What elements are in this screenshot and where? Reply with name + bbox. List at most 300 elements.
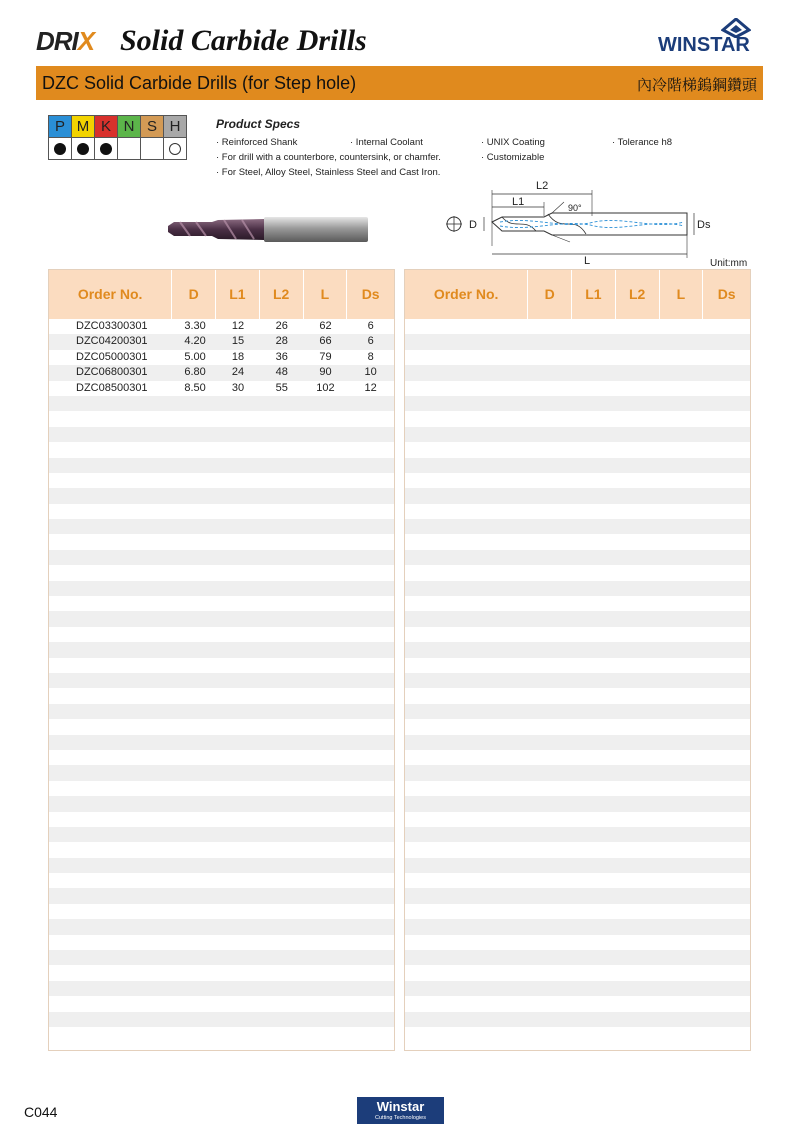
table-cell [703,658,750,673]
table-cell [49,396,172,411]
table-cell [703,750,750,765]
table-row [49,504,394,519]
table-cell: DZC03300301 [76,320,148,332]
table-cell [260,519,304,534]
table-cell [347,781,394,796]
table-cell [572,411,616,426]
table-cell [172,519,216,534]
table-cell [347,827,394,842]
table-cell [172,488,216,503]
table-cell [616,1027,660,1042]
table-cell [49,719,172,734]
table-cell [703,704,750,719]
spec-item: · Customizable [481,152,545,163]
iso-suitability-k [95,138,118,160]
table-cell [616,565,660,580]
table-cell [49,442,172,457]
table-row [49,919,394,934]
table-cell [49,704,172,719]
table-cell [703,396,750,411]
table-cell [49,611,172,626]
spec-item: · Reinforced Shank [216,137,298,148]
table-cell [216,750,260,765]
table-cell [703,888,750,903]
table-cell [49,473,172,488]
specs-title: Product Specs [216,117,301,131]
column-header: L1 [216,270,260,319]
table-cell [405,504,528,519]
table-cell [405,565,528,580]
table-cell [528,904,572,919]
table-cell [703,981,750,996]
spec-item: · For drill with a counterbore, countersink, or chamfer. [216,152,441,163]
table-cell [172,873,216,888]
table-row [49,673,394,688]
table-cell [616,411,660,426]
table-cell [347,642,394,657]
table-row [405,534,750,549]
table-cell [216,688,260,703]
table-cell [304,812,348,827]
table-cell [216,488,260,503]
table-row [405,1012,750,1027]
table-cell [347,750,394,765]
table-cell [216,888,260,903]
column-header: D [172,270,216,319]
column-header: D [528,270,572,319]
table-cell [304,719,348,734]
table-cell [528,1012,572,1027]
table-row [405,319,750,334]
table-cell [572,673,616,688]
table-cell [216,765,260,780]
table-cell [172,950,216,965]
table-cell: 12 [364,381,377,394]
table-cell [616,919,660,934]
table-cell [703,334,750,349]
spec-table-left [48,269,395,1051]
table-cell [703,812,750,827]
table-cell [304,442,348,457]
table-cell [616,365,660,380]
table-cell [660,704,704,719]
table-cell [616,750,660,765]
table-row [405,981,750,996]
table-cell [347,458,394,473]
table-cell [49,750,172,765]
column-header: Order No. [49,270,172,319]
table-cell [172,473,216,488]
table-cell [405,411,528,426]
table-cell [660,350,704,365]
table-cell [304,873,348,888]
table-cell [216,919,260,934]
table-cell [304,765,348,780]
table-cell [572,796,616,811]
table-cell [172,796,216,811]
table-cell [660,812,704,827]
table-cell [49,519,172,534]
table-cell [660,1012,704,1027]
table-cell [260,873,304,888]
table-cell [572,904,616,919]
table-cell [572,996,616,1011]
table-cell [347,965,394,980]
table-cell: 90 [319,366,332,379]
table-cell [616,596,660,611]
table-cell [572,858,616,873]
table-cell [703,627,750,642]
table-row [405,627,750,642]
table-cell [49,1027,172,1042]
table-cell [216,950,260,965]
table-cell [347,550,394,565]
table-cell [260,735,304,750]
table-cell [260,796,304,811]
table-cell: 79 [319,350,332,363]
table-cell [528,581,572,596]
column-header: Order No. [405,270,528,319]
table-cell [616,519,660,534]
table-row [49,658,394,673]
table-cell [49,504,172,519]
table-row [49,396,394,411]
table-cell [304,581,348,596]
table-cell [405,334,528,349]
table-cell [660,427,704,442]
table-cell [528,842,572,857]
table-cell [172,996,216,1011]
table-cell [572,565,616,580]
table-cell [405,1027,528,1042]
table-row [49,611,394,626]
table-cell [347,873,394,888]
table-row [49,642,394,657]
iso-suitability-p [49,138,72,160]
table-cell [528,812,572,827]
table-cell [405,642,528,657]
table-cell [216,904,260,919]
table-cell [528,611,572,626]
table-cell: 3.30 [184,320,206,332]
table-cell [260,611,304,626]
table-cell [616,381,660,396]
table-cell [216,411,260,426]
table-cell [405,919,528,934]
table-cell [172,627,216,642]
table-cell [49,673,172,688]
iso-material-table [48,115,187,160]
table-cell [260,427,304,442]
table-cell [616,550,660,565]
table-cell [616,827,660,842]
table-cell [260,550,304,565]
table-cell [572,658,616,673]
table-cell [304,888,348,903]
table-cell [660,904,704,919]
table-cell [49,827,172,842]
page-code: C044 [24,1104,58,1120]
table-cell [616,796,660,811]
table-cell [572,842,616,857]
table-cell [304,611,348,626]
table-cell [347,765,394,780]
table-row [405,812,750,827]
table-cell [572,350,616,365]
table-row [405,427,750,442]
table-cell [660,1027,704,1042]
table-cell [572,642,616,657]
table-row [405,750,750,765]
table-cell: 6.80 [184,366,206,379]
table-cell [660,565,704,580]
table-row [405,735,750,750]
table-row [49,565,394,580]
table-cell [304,935,348,950]
table-cell [260,1012,304,1027]
iso-material-s: S [141,116,164,138]
table-cell [703,765,750,780]
table-cell [572,827,616,842]
table-cell [405,981,528,996]
column-header: L2 [616,270,660,319]
table-cell [216,842,260,857]
table-cell [660,319,704,334]
table-cell [49,812,172,827]
table-cell [660,919,704,934]
table-cell [216,596,260,611]
table-cell [616,458,660,473]
table-row [405,334,750,349]
table-cell [660,750,704,765]
table-row [405,704,750,719]
l1-label: L1 [512,196,525,208]
table-cell [528,735,572,750]
table-cell [304,627,348,642]
table-cell [703,719,750,734]
table-cell [572,458,616,473]
table-cell [347,519,394,534]
table-cell [572,873,616,888]
table-cell [216,458,260,473]
table-cell [172,1012,216,1027]
table-cell: 6 [367,335,374,348]
table-cell: 24 [231,366,245,379]
table-row [49,858,394,873]
iso-material-m: M [72,116,95,138]
filled-circle-icon [54,143,66,155]
table-row [405,504,750,519]
ds-label: Ds [697,219,711,231]
table-cell [703,673,750,688]
table-row [405,688,750,703]
table-cell [405,396,528,411]
table-cell [304,981,348,996]
table-cell: 8.50 [184,381,206,394]
table-cell [49,965,172,980]
table-cell [405,473,528,488]
table-cell [304,658,348,673]
table-cell [216,611,260,626]
table-cell [528,458,572,473]
table-cell [49,534,172,549]
table-cell [572,381,616,396]
table-cell [660,735,704,750]
table-row [49,827,394,842]
table-cell [49,781,172,796]
table-cell [703,519,750,534]
table-row [49,319,394,334]
table-cell [347,627,394,642]
table-cell [405,442,528,457]
table-cell [304,704,348,719]
table-cell [260,473,304,488]
table-cell [616,688,660,703]
table-row [49,750,394,765]
table-cell [405,781,528,796]
table-cell [616,581,660,596]
table-cell [703,611,750,626]
table-cell [304,550,348,565]
table-row [405,519,750,534]
table-cell [347,888,394,903]
table-cell [616,1012,660,1027]
table-cell [260,842,304,857]
table-cell [216,473,260,488]
table-cell [572,550,616,565]
table-cell [616,350,660,365]
table-row [49,1027,394,1042]
filled-circle-icon [77,143,89,155]
table-cell [172,827,216,842]
table-cell [528,1027,572,1042]
table-cell: 6 [367,320,374,332]
table-cell [528,781,572,796]
table-cell [216,1027,260,1042]
table-cell [172,981,216,996]
table-cell [304,427,348,442]
table-cell [703,858,750,873]
table-cell [660,381,704,396]
table-cell [528,950,572,965]
table-cell [405,365,528,380]
drill-photo [166,213,370,247]
table-row [405,473,750,488]
table-cell [660,334,704,349]
table-cell [172,642,216,657]
table-cell [260,658,304,673]
table-row [49,873,394,888]
table-cell [216,442,260,457]
table-cell: 5.00 [184,350,206,363]
table-cell [703,411,750,426]
table-cell [616,812,660,827]
table-cell: 66 [319,335,332,348]
table-cell [260,812,304,827]
table-cell [347,796,394,811]
table-cell [405,381,528,396]
table-cell: 30 [231,381,245,394]
table-cell [703,781,750,796]
table-cell [304,565,348,580]
table-cell [304,919,348,934]
table-cell [528,381,572,396]
table-cell [216,534,260,549]
table-cell [660,658,704,673]
table-cell [172,673,216,688]
table-cell [405,996,528,1011]
table-cell [528,534,572,549]
table-cell [347,596,394,611]
table-cell [304,473,348,488]
table-cell [304,735,348,750]
table-cell [572,442,616,457]
table-cell [49,873,172,888]
table-cell [616,642,660,657]
table-cell [703,827,750,842]
table-cell: 8 [367,350,374,363]
table-cell [660,488,704,503]
table-cell [528,350,572,365]
table-cell [304,396,348,411]
table-cell [660,673,704,688]
banner-title-en: DZC Solid Carbide Drills (for Step hole) [42,73,357,93]
table-cell [572,581,616,596]
iso-suitability-h [164,138,187,160]
table-cell [616,996,660,1011]
table-row [405,796,750,811]
table-row [405,842,750,857]
table-row [405,765,750,780]
table-cell [572,888,616,903]
table-cell [660,458,704,473]
table-cell [616,765,660,780]
table-cell [572,504,616,519]
iso-material-n: N [118,116,141,138]
table-cell [49,550,172,565]
table-cell [216,965,260,980]
table-cell [528,334,572,349]
table-cell [347,534,394,549]
table-cell [347,504,394,519]
table-cell [49,411,172,426]
table-cell [572,488,616,503]
banner-title-zh: 內冷階梯鎢鋼鑽頭 [636,77,757,94]
table-cell [405,350,528,365]
table-cell [572,596,616,611]
table-cell [347,611,394,626]
table-cell [660,473,704,488]
iso-material-h: H [164,116,187,138]
table-cell [49,935,172,950]
table-row [405,935,750,950]
table-cell [49,858,172,873]
table-cell [216,812,260,827]
table-cell [616,981,660,996]
table-cell [660,411,704,426]
table-cell [172,888,216,903]
table-cell [616,673,660,688]
table-row [405,904,750,919]
table-cell [347,673,394,688]
table-cell [660,873,704,888]
table-cell [260,627,304,642]
table-cell [660,858,704,873]
table-row [405,381,750,396]
table-cell [304,642,348,657]
table-cell [616,611,660,626]
table-cell [49,919,172,934]
